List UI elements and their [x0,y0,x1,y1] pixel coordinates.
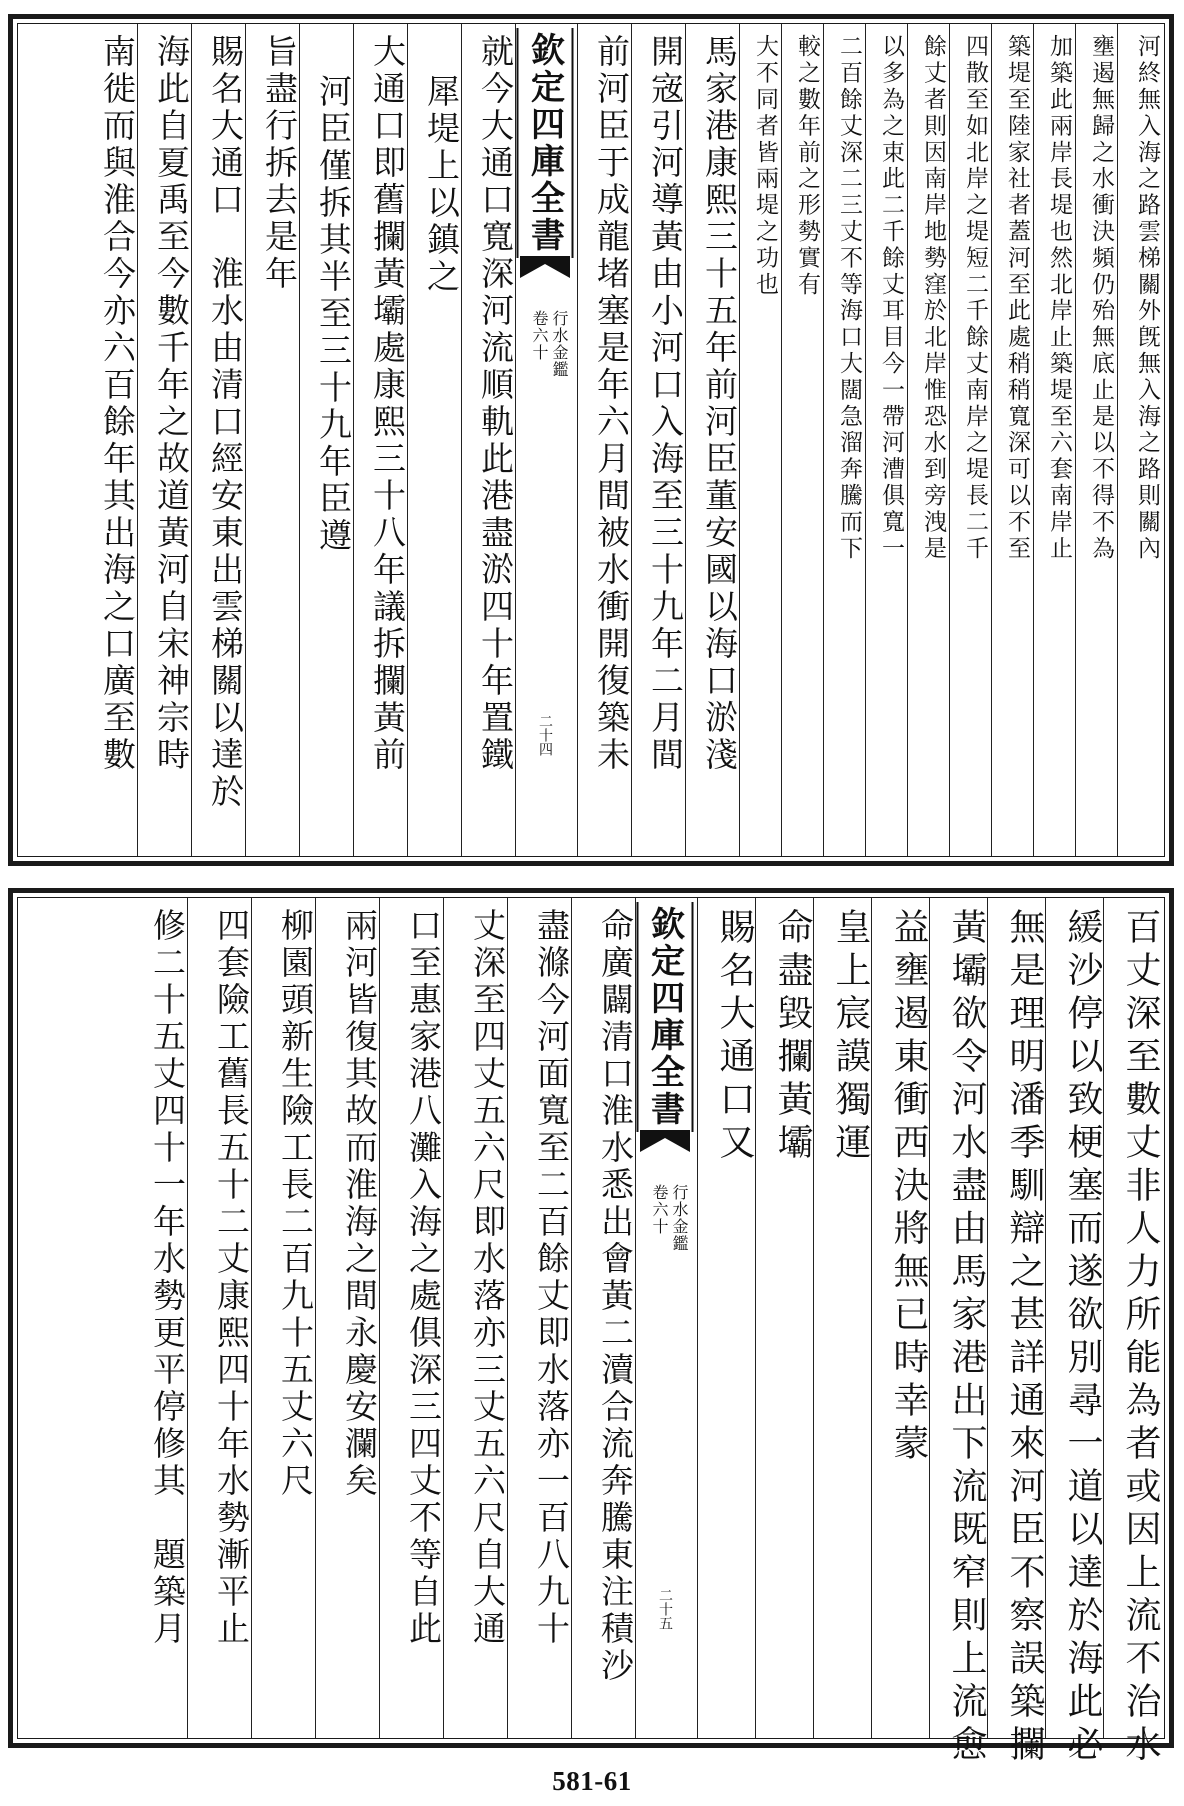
column-rule [781,24,782,856]
center-title: 欽定四庫全書 [637,902,694,1132]
column-rule [1033,24,1034,856]
text-column-7: 以多為之束此二千餘丈耳目今一帶河漕俱寬一 [878,34,904,562]
page-number-footer: 581-61 [552,1766,632,1796]
text-column-20: 海此自夏禹至今數千年之故道黃河自宋神宗時 [152,34,191,774]
column-rule [865,24,866,856]
column-rule [299,24,300,856]
book-title: 行水金鑑 [670,1184,689,1252]
column-rule [571,898,572,1738]
text-column-7: 命盡毀攔黃壩 [772,908,813,1166]
text-column-1: 百丈深至數丈非人力所能為者或因上流不治水 [1120,908,1161,1768]
juan-number: 卷六十 [650,1184,669,1235]
text-column-9: 較之數年前之形勢實有 [794,34,820,298]
column-rule [251,898,252,1738]
text-column-13: 前河臣于成龍堵塞是年六月間被水衝開復築未 [592,34,631,774]
text-column-1: 河終無入海之路雲梯關外旣無入海之路則關內 [1134,34,1160,562]
column-rule [631,24,632,856]
text-column-14: 柳園頭新生險工長二百九十五丈六尺 [276,908,315,1500]
column-rule [379,898,380,1738]
text-column-5: 益壅遏東衝西決將無已時幸蒙 [888,908,929,1467]
text-column-19: 賜名大通口 淮水由清口經安東出雲梯關以達於 [206,34,245,811]
column-rule [823,24,824,856]
column-rule [685,24,686,856]
text-column-16: 修二十五丈四十一年水勢更平停修其 題築月 [148,908,187,1648]
column-rule [353,24,354,856]
column-rule [907,24,908,856]
text-column-8: 賜名大通口又 [714,908,755,1166]
column-rule [755,898,756,1738]
column-rule [407,24,408,856]
text-column-12: 口至惠家港八灘入海之處俱深三四丈不等自此 [404,908,443,1648]
top-page-panel [8,14,1174,866]
column-rule [245,24,246,856]
book-title: 行水金鑑 [550,310,569,378]
column-rule [315,898,316,1738]
column-rule [813,898,814,1738]
column-rule [187,898,188,1738]
text-column-17: 河臣僅拆其半至三十九年臣遵 [314,74,353,555]
text-column-2: 壅遏無歸之水衝決頻仍殆無底止是以不得不為 [1088,34,1114,562]
text-column-10: 盡滌今河面寬至二百餘丈即水落亦一百八九十 [532,908,571,1648]
text-column-4: 黃壩欲令河水盡由馬家港出下流既窄則上流愈 [946,908,987,1768]
column-rule [991,24,992,856]
bottom-page-panel [8,888,1174,1768]
top-page-frame [17,23,1165,857]
center-title: 欽定四庫全書 [517,28,574,258]
column-rule [1045,898,1046,1738]
text-column-9: 命廣闢清口淮水悉出會黃二瀆合流奔騰東注積沙 [596,908,635,1685]
text-column-21: 南徙而與淮合今亦六百餘年其出海之口廣至數 [98,34,137,774]
juan-number: 卷六十 [530,310,549,361]
center-block [636,898,694,1738]
text-column-10: 大不同者皆兩堤之功也 [752,34,778,298]
text-column-11: 馬家港康熙三十五年前河臣董安國以海口淤淺 [700,34,739,774]
text-column-13: 兩河皆復其故而淮海之間永慶安瀾矣 [340,908,379,1500]
text-column-12: 開宼引河導黃由小河口入海至三十九年二月間 [646,34,685,774]
column-rule [1075,24,1076,856]
column-rule [1103,898,1104,1738]
column-rule [191,24,192,856]
text-column-11: 丈深至四丈五六尺即水落亦三丈五六尺自大通 [468,908,507,1648]
text-column-6: 皇上宸謨獨運 [830,908,871,1166]
column-rule [461,24,462,856]
fishtail-ornament [520,256,570,278]
leaf-number: 二十五 [657,1588,673,1630]
column-rule [515,24,516,856]
text-column-3: 加築此兩岸長堤也然北岸止築堤至六套南岸止 [1046,34,1072,562]
bottom-page-frame [17,897,1165,1768]
text-column-14: 就今大通口寬深河流順軌此港盡淤四十年置鐵 [476,34,515,774]
column-rule [697,898,698,1738]
column-rule [949,24,950,856]
text-column-4: 築堤至陸家社者蓋河至此處稍稍寬深可以不至 [1004,34,1030,562]
column-rule [137,24,138,856]
column-rule [577,24,578,856]
column-rule [1117,24,1118,856]
center-block [516,24,574,856]
text-column-15: 四套險工舊長五十二丈康熙四十年水勢漸平止 [212,908,251,1648]
text-column-15: 犀堤上以鎮之 [422,74,461,296]
fishtail-ornament [640,1130,690,1152]
column-rule [871,898,872,1738]
column-rule [443,898,444,1738]
text-column-18: 旨盡行拆去是年 [260,34,299,293]
text-column-6: 餘丈者則因南岸地勢窪於北岸惟恐水到旁洩是 [920,34,946,562]
text-column-16: 大通口即舊攔黃壩處康熙三十八年議拆攔黃前 [368,34,407,774]
column-rule [739,24,740,856]
column-rule [507,898,508,1738]
leaf-number: 二十四 [537,714,553,756]
text-column-5: 四散至如北岸之堤短二千餘丈南岸之堤長二千 [962,34,988,562]
text-column-2: 緩沙停以致梗塞而遂欲別尋一道以達於海此必 [1062,908,1103,1768]
text-column-8: 二百餘丈深二三丈不等海口大闊急溜奔騰而下 [836,34,862,562]
column-rule [635,898,636,1738]
text-column-3: 無是理明潘季馴辯之甚詳通來河臣不察誤築攔 [1004,908,1045,1768]
column-rule [929,898,930,1738]
column-rule [987,898,988,1738]
